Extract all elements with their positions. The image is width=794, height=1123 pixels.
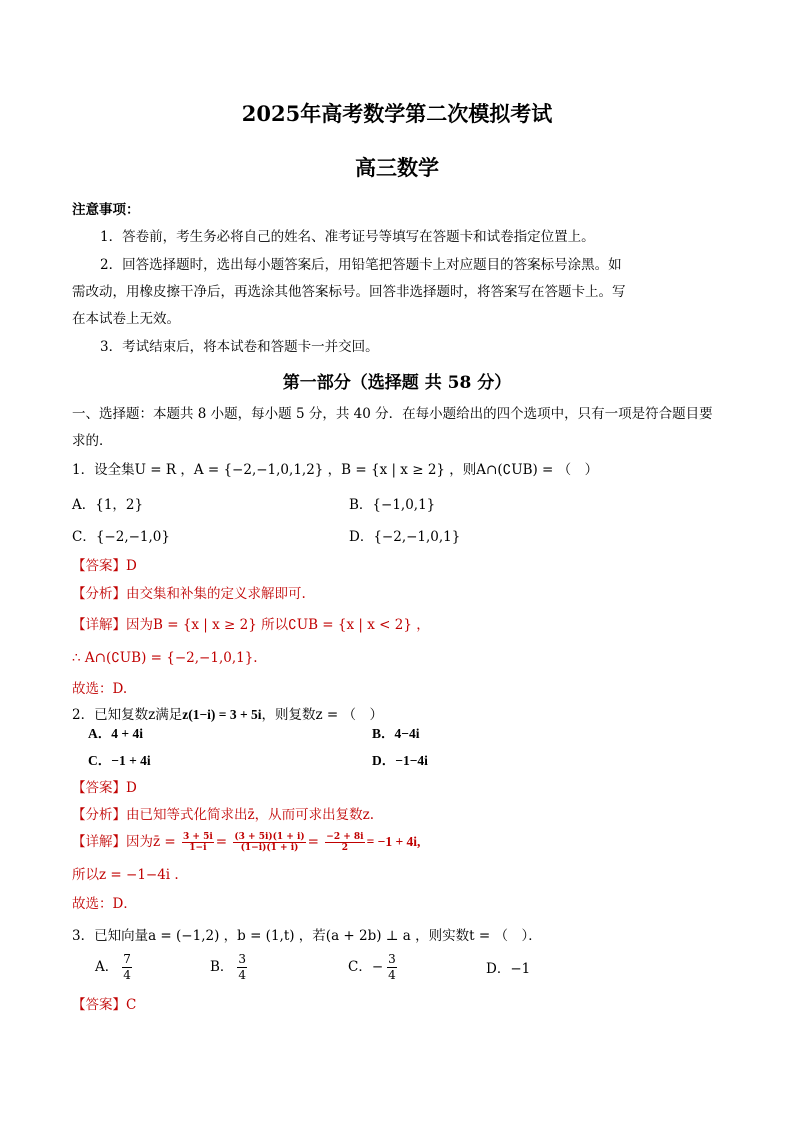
q1-conclusion: ∴ A∩(∁UB) = {−2,−1,0,1}. [72, 650, 258, 666]
q2-conclusion: 所以z = −1−4i . [72, 867, 179, 883]
q3-stem: 3．已知向量a = (−1,2) ，b = (1,t) ，若(a + 2b) ⊥ a ，则实数t = （ ）． [72, 928, 542, 944]
q2-fraction-1-denominator: 1−i [189, 843, 207, 853]
exam-title: 2025年高考数学第二次模拟考试 [241, 101, 553, 126]
q2-detail-tag: 【详解】 [72, 834, 126, 850]
q1-option-c: C．{−2,−1,0} [72, 529, 170, 545]
q3-option-a-label: A． [95, 959, 119, 975]
q2-stem-math: z(1−i) = 3 + 5i [182, 707, 262, 722]
q1-stem: 1．设全集U = R ，A = {−2,−1,0,1,2} ，B = {x | x ≥ 2} ，则A∩(∁UB) = （ ） [72, 462, 599, 478]
q1-answer: D [126, 558, 137, 574]
q1-detail-row [72, 616, 430, 634]
q3-option-d: D．−1 [486, 961, 531, 977]
q2-analysis-tag: 【分析】 [72, 807, 126, 823]
q2-answer-row [72, 779, 137, 797]
q2-option-a: A．4 + 4i [88, 726, 143, 741]
q2-fraction-2-denominator: (1−i)(1 + i) [240, 843, 299, 853]
q3-option-c-fraction [387, 952, 397, 983]
q3-answer: C [126, 997, 137, 1013]
q2-answer: D [126, 780, 137, 796]
q3-option-c-denominator: 4 [388, 968, 396, 982]
q3-answer-tag: 【答案】 [72, 997, 126, 1013]
q2-fraction-2 [233, 832, 305, 853]
q1-choose: 故选：D. [72, 681, 128, 697]
q2-stem-pre: 2．已知复数z满足 [72, 707, 183, 723]
q3-option-b-denominator: 4 [238, 968, 247, 982]
q1-answer-tag: 【答案】 [72, 558, 126, 574]
q3-option-b-fraction [237, 952, 247, 983]
q3-option-b [210, 952, 247, 983]
q2-option-d: D．−1−4i [372, 753, 428, 768]
q2-stem-post: ，则复数z = （ ） [261, 707, 384, 723]
q3-option-a-numerator: 7 [123, 952, 131, 966]
q3-option-b-numerator: 3 [238, 952, 247, 966]
q3-option-c-numerator: 3 [388, 952, 396, 966]
part1-intro-line-1: 一、选择题：本题共 8 小题，每小题 5 分，共 40 分．在每小题给出的四个选项中，只有一项是符合题目要 [72, 406, 713, 422]
part1-intro-line-2: 求的． [72, 433, 113, 449]
q1-option-b: B．{−1,0,1} [349, 497, 436, 513]
q3-option-a-denominator: 4 [123, 968, 131, 982]
q2-detail-pre: 因为z̄ = [126, 834, 176, 850]
q2-fraction-2-numerator: (3 + 5i)(1 + i) [234, 832, 305, 842]
notice-item-1: 1．答卷前，考生务必将自己的姓名、准考证号等填写在答题卡和试卷指定位置上。 [100, 229, 595, 245]
q2-fraction-3-numerator: −2 + 8i [326, 832, 364, 842]
q2-analysis-row [72, 806, 374, 824]
q2-choose: 故选：D． [72, 896, 137, 912]
q2-equals-2: = [307, 834, 319, 850]
notice-heading: 注意事项： [72, 202, 140, 218]
part1-heading: 第一部分（选择题 共 58 分） [282, 373, 512, 393]
q2-detail-post: = −1 + 4i, [366, 834, 421, 849]
q1-detail-tag: 【详解】 [72, 617, 126, 633]
notice-item-2-line-3: 在本试卷上无效。 [72, 311, 180, 327]
q2-analysis: 由已知等式化简求出z̄，从而可求出复数z. [126, 807, 375, 823]
notice-item-3: 3．考试结束后，将本试卷和答题卡一并交回。 [100, 339, 379, 355]
notice-item-2-line-2: 需改动，用橡皮擦干净后，再选涂其他答案标号。回答非选择题时，将答案写在答题卡上。写 [72, 284, 626, 300]
q1-answer-row [72, 557, 137, 575]
q3-option-c-label: C．− [348, 959, 384, 975]
q2-stem [72, 706, 383, 724]
q3-option-a [95, 952, 132, 983]
q1-analysis: 由交集和补集的定义求解即可. [126, 586, 306, 602]
subject-title: 高三数学 [355, 155, 439, 180]
q2-fraction-3-denominator: 2 [341, 843, 349, 853]
q1-analysis-tag: 【分析】 [72, 586, 126, 602]
q1-option-a: A．{1，2} [72, 497, 144, 513]
q2-equals-1: = [215, 834, 228, 850]
notice-item-2-line-1: 2．回答选择题时，选出每小题答案后，用铅笔把答题卡上对应题目的答案标号涂黑。如 [100, 257, 622, 273]
q2-detail-row [72, 832, 420, 853]
q1-analysis-row [72, 585, 306, 603]
q3-option-b-label: B． [210, 959, 234, 975]
q1-option-d: D．{−2,−1,0,1} [349, 529, 461, 545]
q1-detail: 因为B = {x | x ≥ 2} 所以∁UB = {x | x < 2} ， [126, 617, 430, 633]
q2-fraction-1 [182, 832, 214, 853]
q2-fraction-1-numerator: 3 + 5i [183, 832, 213, 842]
q2-option-c: C．−1 + 4i [88, 753, 151, 768]
q3-option-c [348, 952, 397, 983]
q2-option-b: B．4−4i [372, 726, 420, 741]
q2-answer-tag: 【答案】 [72, 780, 126, 796]
q2-fraction-3 [325, 832, 364, 853]
q3-option-a-fraction [122, 952, 132, 983]
q3-answer-row [72, 996, 136, 1014]
